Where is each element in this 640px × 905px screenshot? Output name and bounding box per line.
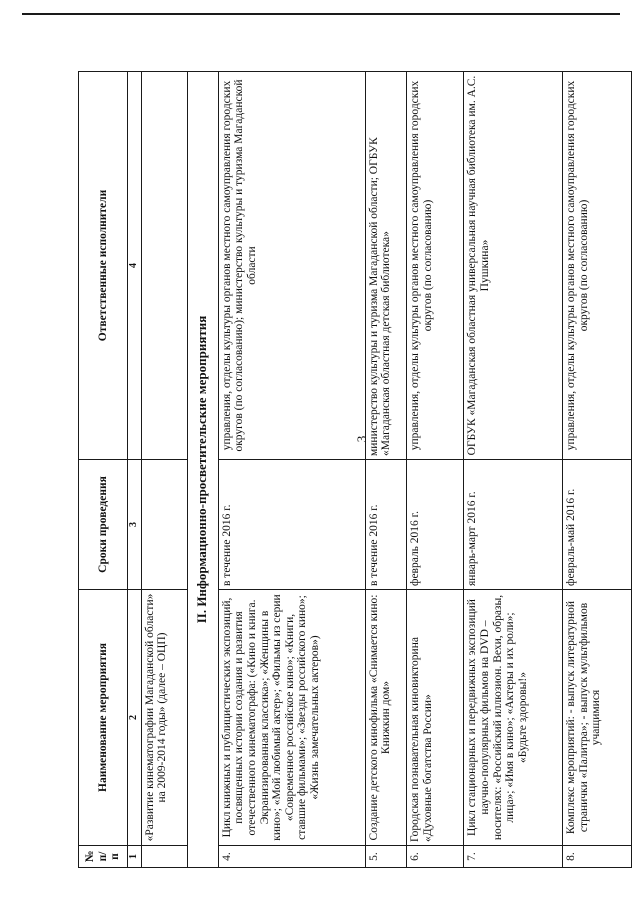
row-resp: управления, отделы культуры органов местного самоуправления городских округов (по согласованию): [406, 72, 463, 460]
top-rule: [22, 13, 620, 15]
row-name: Городская познавательная киновикторина «Духовные богатства России»: [406, 590, 463, 846]
carry-resp: [141, 72, 187, 460]
header-dates: Сроки проведения: [79, 460, 128, 590]
index-cell: 2: [128, 590, 142, 846]
row-dates: в течение 2016 г.: [365, 460, 406, 590]
table-row: [464, 72, 563, 868]
row-dates: февраль 2016 г.: [406, 460, 463, 590]
header-name: Наименование мероприятия: [79, 590, 128, 846]
row-name: Цикл книжных и публицистических экспозиций, посвященных истории создания и развития отечественного кинематографа: («Кино и книга. Экранизированная классика»; «Женщины в кино»; «Мой любимый актер»; «Фильмы из серии «Современное российское кино»; «Книги, ставшие фильмами»; «Звезды российского кино»; «Жизнь замечательных актеров»): [218, 590, 365, 846]
row-num: 4.: [218, 846, 365, 868]
row-num: 5.: [365, 846, 406, 868]
row-name: Цикл стационарных и передвижных экспозиций научно-популярных фильмов на DVD – носителях: «Российский иллюзион. Вехи, образы, лица»; «Имя в кино»; «Актеры и их роли»; «Будьте здоровы!»: [464, 590, 563, 846]
section-title: II. Информационно-просветительские мероприятия: [187, 72, 218, 868]
index-cell: 4: [128, 72, 142, 460]
index-row: [128, 72, 142, 868]
row-name: Создание детского кинофильма «Снимается кино: Книжкин дом»: [365, 590, 406, 846]
row-num: 8.: [563, 846, 632, 868]
header-resp: Ответственные исполнители: [79, 72, 128, 460]
row-dates: январь-март 2016 г.: [464, 460, 563, 590]
rotated-table-wrapper: [78, 72, 632, 868]
row-num: 7.: [464, 846, 563, 868]
events-table: [78, 71, 632, 868]
table-row: [365, 72, 406, 868]
carry-num: [141, 846, 187, 868]
section-row: [187, 72, 218, 868]
row-name: Комплекс мероприятий: - выпуск литературной странички «Палитра»; - выпуск мультфильмов учащимися: [563, 590, 632, 846]
header-num: № п/п: [79, 846, 128, 868]
table-row: [563, 72, 632, 868]
header-row: [79, 72, 128, 868]
carry-name: «Развитие кинематографии Магаданской области» на 2009-2014 годы» (далее – ОЦП): [141, 590, 187, 846]
table-row: [406, 72, 463, 868]
table-row: [218, 72, 365, 868]
carry-dates: [141, 460, 187, 590]
index-cell: 3: [128, 460, 142, 590]
row-dates: февраль-май 2016 г.: [563, 460, 632, 590]
carry-row: [141, 72, 187, 868]
row-dates: в течение 2016 г.: [218, 460, 365, 590]
row-resp: управления, отделы культуры органов местного самоуправления городских округов (по согласованию); министерство культуры и туризма Магаданской области: [218, 72, 365, 460]
row-num: 6.: [406, 846, 463, 868]
page-number: 3: [354, 435, 369, 443]
index-cell: 1: [128, 846, 142, 868]
row-resp: министерство культуры и туризма Магаданской области; ОГБУК «Магаданская областная детская библиотека»: [365, 72, 406, 460]
row-resp: управления, отделы культуры органов местного самоуправления городских округов (по согласованию): [563, 72, 632, 460]
row-resp: ОГБУК «Магаданская областная универсальная научная библиотека им. А.С. Пушкина»: [464, 72, 563, 460]
